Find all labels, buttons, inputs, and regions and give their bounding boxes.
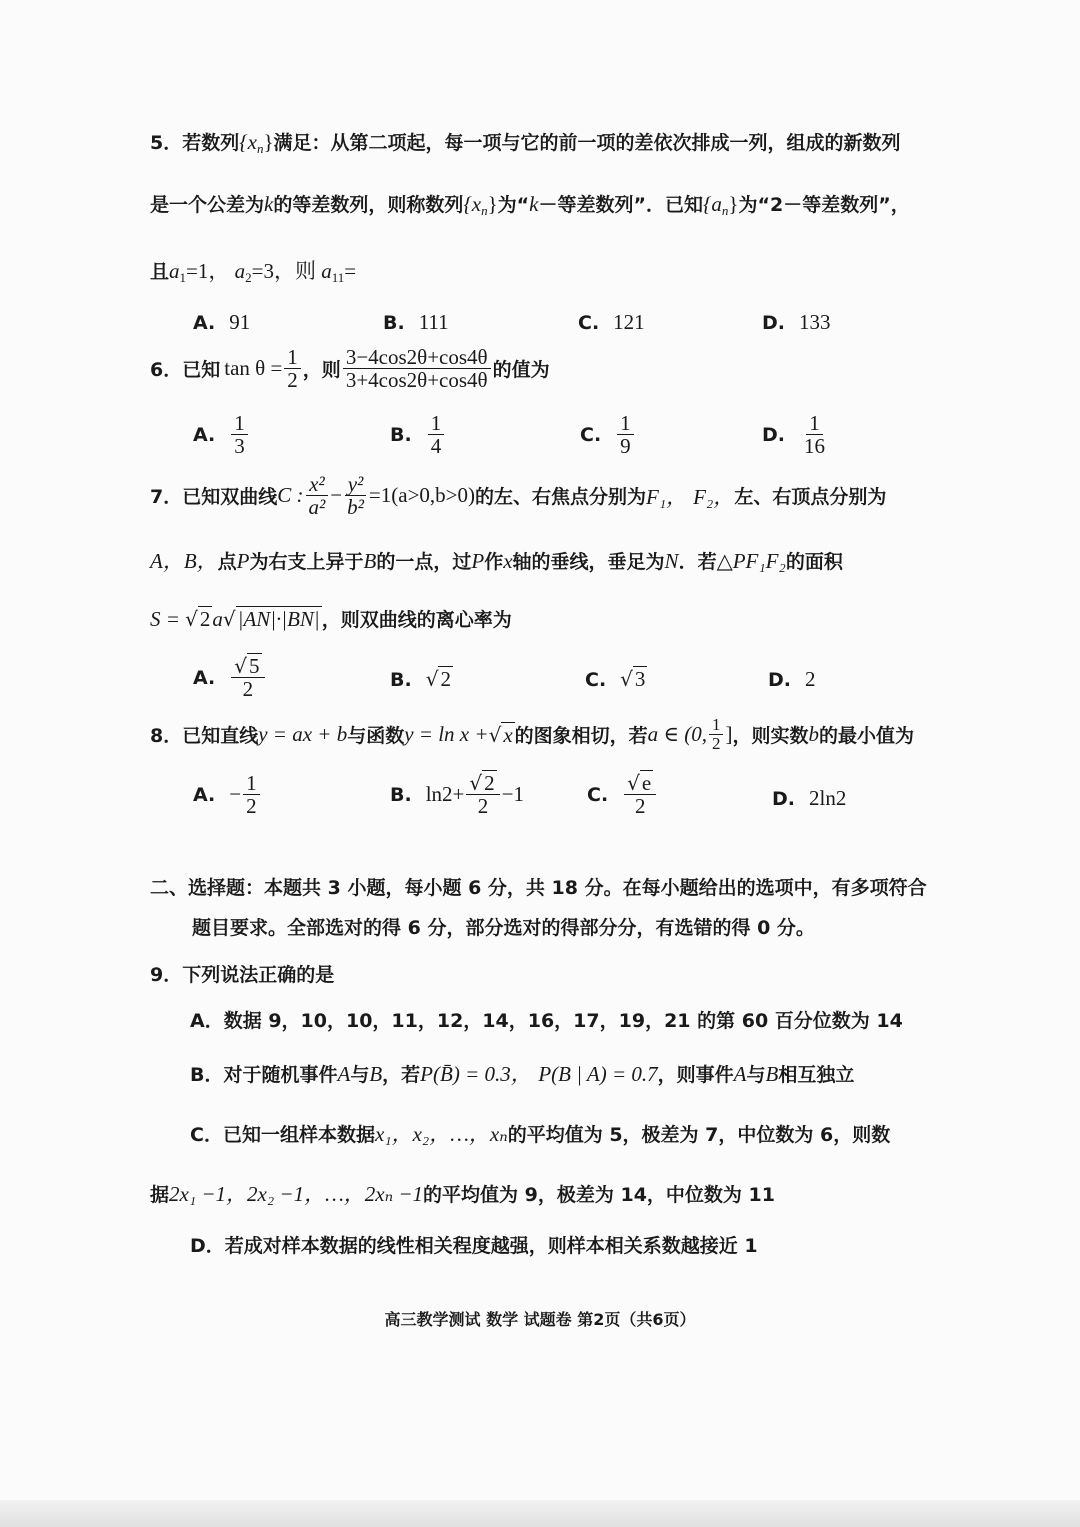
q5-line3: 且$a_1=1$， $a_2=3$，则 $a_{11}=$	[150, 259, 357, 285]
q9-option-a: A．数据 9，10，10，11，12，14，16，17，19，21 的第 60 百分位数为 14	[190, 1010, 903, 1032]
q7-option-a: A. $\frac{√5}{2}$	[193, 655, 267, 700]
q7-line1: 7．已知双曲线 C : $\frac{\text{x²}}{\text{a²}}$ − $\frac{\text{y²}}{\text{b²}}$ =1(a>0,b>0) 的左、右焦点分别为 F₁， F₂， 左、右顶点分别为	[150, 472, 887, 519]
q8-option-d: D. 2ln2	[772, 786, 847, 810]
q5-line2: 是一个公差为k的等差数列，则称数列$\{x_n\}$为“k－等差数列”．已知$\{a_n\}$为“2－等差数列”，	[150, 192, 910, 218]
q6-option-c: C. $\frac{1}{9}$	[580, 412, 636, 457]
q9-option-c-line2: 据2x₁ −1，2x₂ −1，…，2xₙ −1的平均值为 9，极差为 14，中位数为 11	[150, 1182, 775, 1206]
q8-stem: 8．已知直线 y = ax + b 与函数 y = ln x + √ x 的图象相切，若 a ∈ (0, $\frac{1}{2}$ ] ，则实数 b 的最小值为	[150, 715, 914, 753]
q5-line1: 5．若数列$\{x_n\}$满足：从第二项起，每一项与它的前一项的差依次排成一列，组成的新数列	[150, 130, 901, 156]
q9-option-b: B．对于随机事件A与B，若P(B̄) = 0.3， P(B | A) = 0.7，则事件A与B相互独立	[190, 1062, 855, 1086]
q9-option-d: D．若成对样本数据的线性相关程度越强，则样本相关系数越接近 1	[190, 1235, 758, 1257]
q7-option-b: B. √2	[390, 667, 451, 691]
q5-option-b: B. 111	[383, 310, 449, 334]
page-footer: 高三教学测试 数学 试题卷 第2页（共6页）	[384, 1310, 696, 1329]
q7-option-c: C. √3	[585, 667, 646, 691]
q6-option-a: A. $\frac{1}{3}$	[193, 412, 250, 457]
section2-heading: 二、选择题：本题共 3 小题，每小题 6 分，共 18 分。在每小题给出的选项中，有多项符合	[150, 877, 927, 899]
q8-option-a: A. − $\frac{1}{2}$	[193, 772, 262, 817]
scan-edge-shadow	[0, 1500, 1080, 1527]
q6-option-b: B. $\frac{1}{4}$	[390, 412, 446, 457]
q9-option-c-line1: C．已知一组样本数据x₁，x₂，…，xₙ的平均值为 5，极差为 7，中位数为 6，则数	[190, 1122, 891, 1146]
q7-option-d: D. 2	[768, 667, 816, 691]
section2-instructions: 题目要求。全部选对的得 6 分，部分选对的得部分分，有选错的得 0 分。	[192, 917, 815, 939]
q5-option-a: A. 91	[193, 310, 251, 334]
q6-stem: 6．已知 tan θ = $\frac{1}{2}$ ，则 $\frac{3-4\cos 2\theta+\cos 4\theta}{3+4\cos 2\theta+\cos 4\theta}$ 的值为	[150, 345, 550, 392]
q8-option-c: C. $\frac{√e}{2}$	[587, 772, 658, 817]
q5-option-d: D. 133	[762, 310, 831, 334]
q7-line3: S = √2a√|AN|·|BN| ，则双曲线的离心率为	[150, 607, 512, 631]
q6-option-d: D. $\frac{1}{16}$	[762, 411, 825, 458]
q8-option-b: B. ln2+ $\frac{√2}{2}$ −1	[390, 771, 524, 818]
q5-option-c: C. 121	[578, 310, 645, 334]
q7-line2: A，B，点P为右支上异于B的一点，过P作x轴的垂线，垂足为N．若△PF₁F₂的面积	[150, 549, 843, 573]
q9-stem: 9．下列说法正确的是	[150, 964, 335, 986]
